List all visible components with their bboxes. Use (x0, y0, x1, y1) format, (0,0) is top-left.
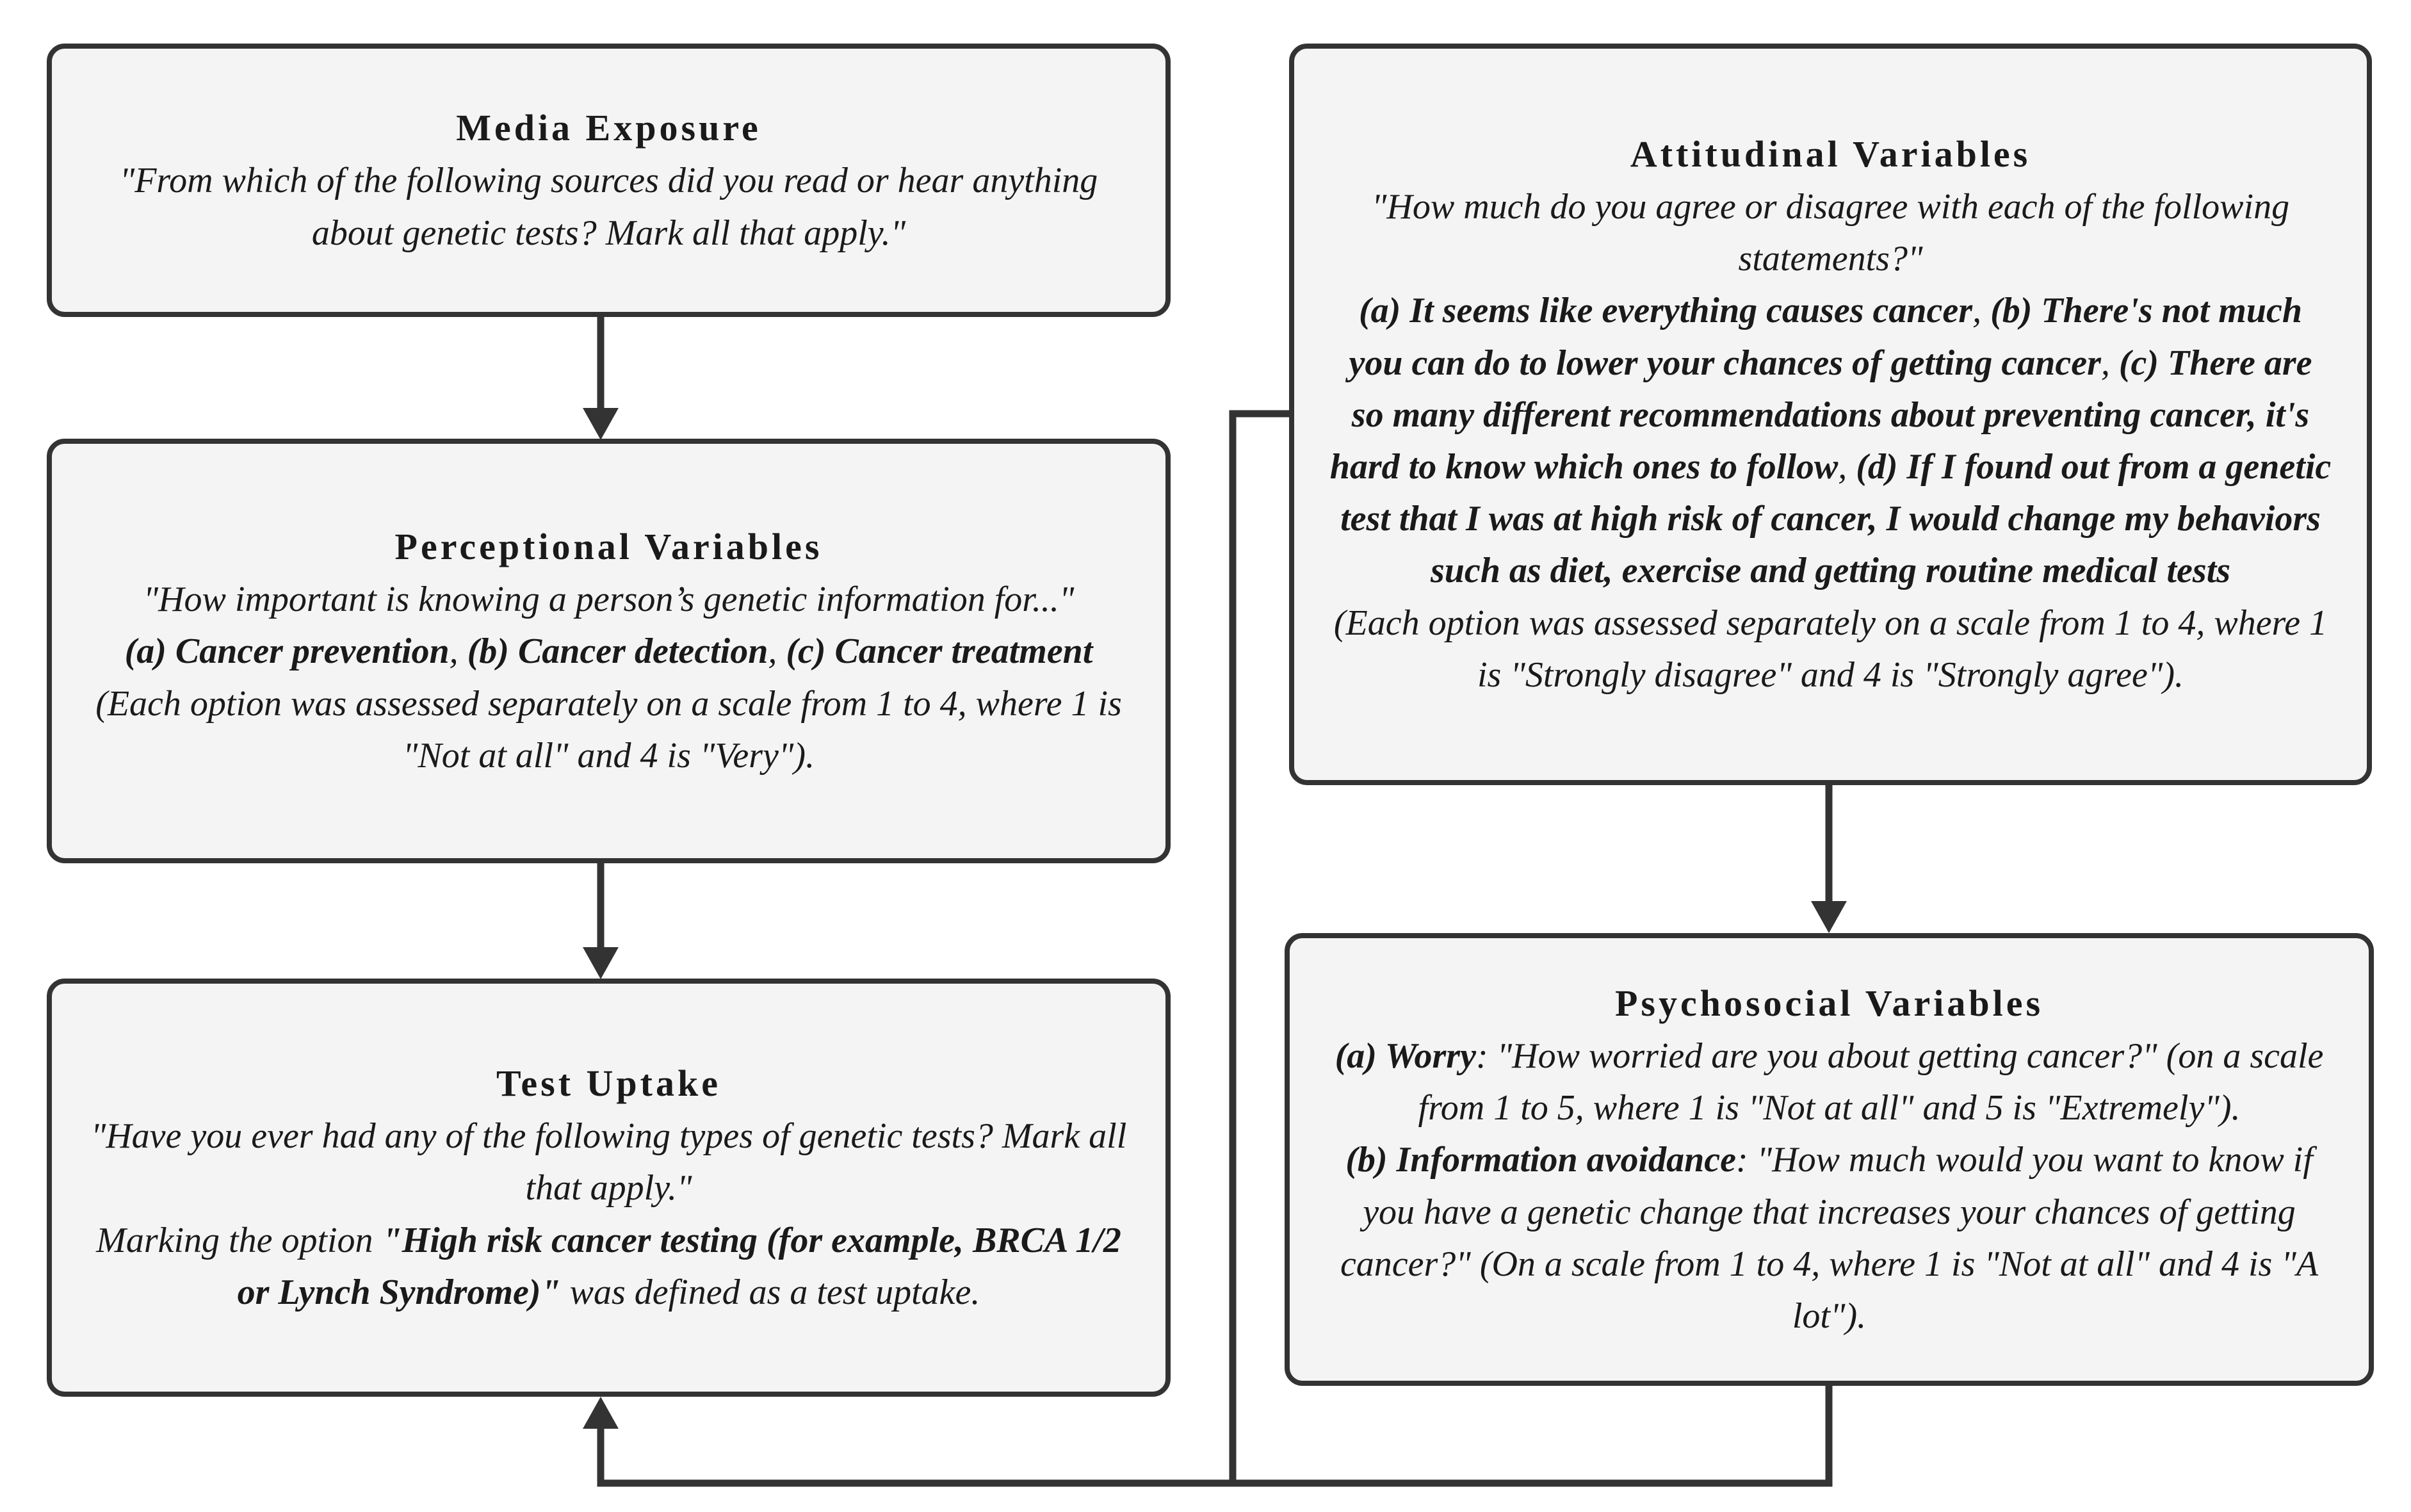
text-segment: : "How worried are you about getting cancer?" (on a scale from 1 to 5, where 1 is "Not at all" and 5 is "Extremely"). (1418, 1036, 2324, 1128)
text-segment: Marking the option (96, 1220, 382, 1260)
text-segment: : "How much would you want to know if you have a genetic change that increases your chances of getting cancer?" (On a scale from 1 to 4, where 1 is "Not at all" and 4 is "A lot"). (1340, 1140, 2319, 1336)
paragraph (87, 155, 1130, 259)
arrowhead-attitudinal-to-psychosocial (1811, 901, 1847, 933)
text-segment: (b) Cancer detection (467, 631, 768, 672)
paragraph (87, 626, 1130, 782)
text-segment: "How important is knowing a person’s genetic information for..." (143, 580, 1075, 620)
text-segment: , (1972, 291, 1991, 331)
box-media-exposure-body (87, 155, 1130, 259)
text-segment: (Each option was assessed separately on a scale from 1 to 4, where 1 is "Not at all" and 4 is "Very"). (95, 683, 1122, 776)
arrowhead-rail-to-testuptake (583, 1397, 619, 1429)
paragraph (87, 1215, 1130, 1319)
box-psychosocial-variables-title: Psychosocial Variables (1614, 982, 2044, 1024)
connector-rail-to-testuptake (601, 1383, 1829, 1483)
text-segment: (a) It seems like everything causes cancer (1359, 291, 1973, 331)
box-attitudinal-variables-body (1329, 181, 2332, 701)
text-segment: "From which of the following sources did you read or hear anything about genetic tests? Mark all that apply." (119, 161, 1098, 253)
box-perceptional-variables-title: Perceptional Variables (394, 526, 823, 568)
text-segment: , (1838, 447, 1856, 487)
text-segment: (b) There's not much you can do to lower your chances of getting cancer (1349, 291, 2302, 383)
text-segment: (a) Cancer prevention (124, 631, 450, 672)
paragraph (1325, 1134, 2334, 1342)
text-segment: (c) There are so many different recommendations about preventing cancer, it's hard to know which ones to follow (1329, 343, 2312, 487)
text-segment: (b) Information avoidance (1345, 1140, 1736, 1180)
paragraph (1329, 181, 2332, 285)
paragraph (87, 574, 1130, 626)
box-media-exposure (47, 44, 1171, 317)
text-segment: , (2100, 343, 2119, 383)
connector-attitudinal-to-rail (1233, 414, 1292, 1483)
box-attitudinal-variables-title: Attitudinal Variables (1630, 133, 2031, 175)
text-segment: "How much do you agree or disagree with each of the following statements?" (1371, 187, 2290, 279)
box-test-uptake (47, 979, 1171, 1397)
paragraph (1329, 285, 2332, 597)
text-segment: , (449, 631, 467, 672)
box-perceptional-variables-body (87, 574, 1130, 782)
text-segment: (c) Cancer treatment (786, 631, 1093, 672)
arrowhead-media-to-perceptional (583, 408, 619, 440)
box-media-exposure-title: Media Exposure (456, 107, 761, 149)
paragraph (87, 1110, 1130, 1214)
text-segment: was defined as a test uptake. (560, 1272, 980, 1312)
box-attitudinal-variables (1289, 44, 2372, 785)
box-psychosocial-variables-body (1325, 1030, 2334, 1342)
box-test-uptake-body (87, 1110, 1130, 1319)
box-test-uptake-title: Test Uptake (496, 1062, 721, 1105)
text-segment: "High risk cancer testing (for example, BRCA 1/2 or Lynch Syndrome)" (237, 1220, 1121, 1312)
text-segment: "Have you ever had any of the following types of genetic tests? Mark all that apply." (90, 1116, 1127, 1208)
text-segment: (d) If I found out from a genetic test that I was at high risk of cancer, I would change my behaviors such as diet, exercise and getting routine medical tests (1340, 447, 2332, 591)
paragraph (1329, 597, 2332, 701)
paragraph (1325, 1030, 2334, 1134)
text-segment: (a) Worry (1335, 1036, 1476, 1076)
box-perceptional-variables (47, 439, 1171, 863)
text-segment: , (768, 631, 786, 672)
text-segment: (Each option was assessed separately on a scale from 1 to 4, where 1 is "Strongly disagree" and 4 is "Strongly agree"). (1333, 603, 2328, 695)
arrowhead-perceptional-to-testuptake (583, 947, 619, 979)
box-psychosocial-variables (1285, 933, 2374, 1386)
